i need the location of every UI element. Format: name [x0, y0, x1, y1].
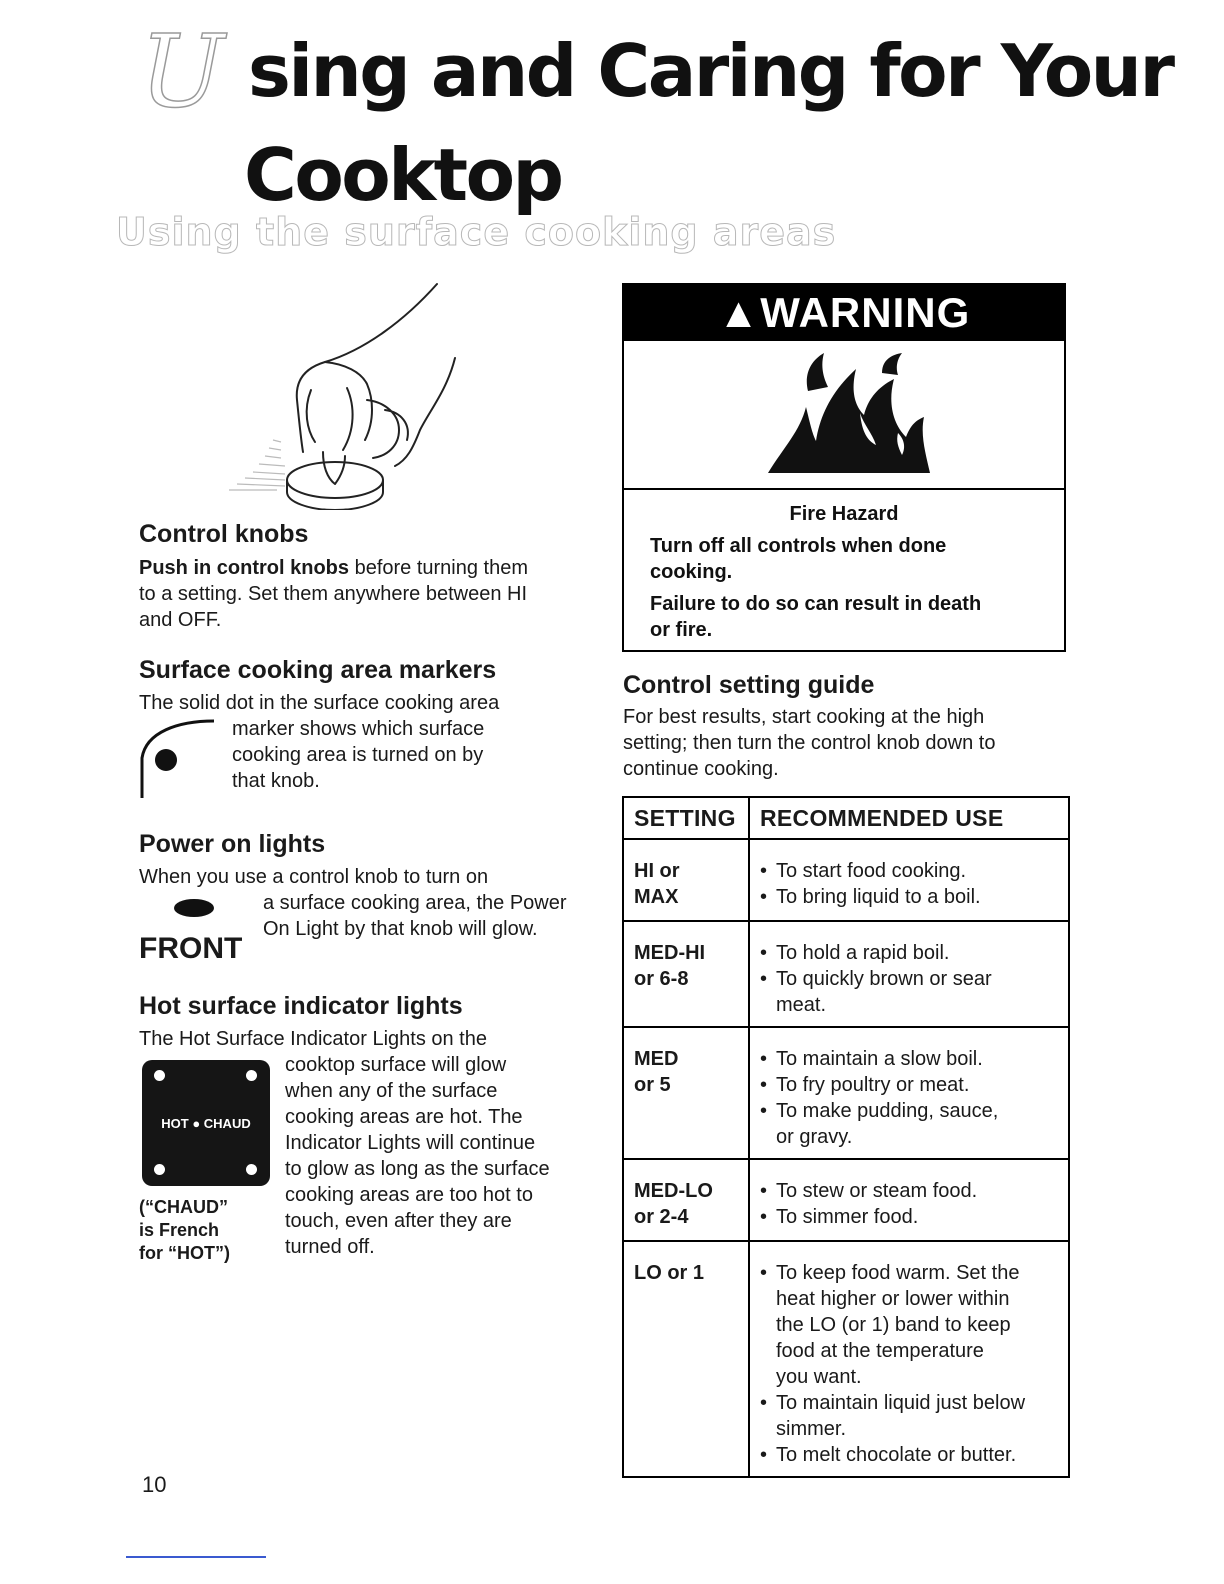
use-item [760, 966, 1062, 1018]
setting-label: or 5 [634, 1074, 671, 1096]
front-label: FRONT [139, 932, 243, 965]
guide-intro-line: For best results, start cooking at the high [623, 706, 985, 728]
bottom-rule [126, 1556, 266, 1558]
hand-turning-knob-icon [215, 280, 465, 510]
hot-surface-heading: Hot surface indicator lights [139, 992, 463, 1020]
markers-text [232, 716, 484, 794]
table-row [623, 1241, 1069, 1477]
title-line-2: Cooktop [244, 133, 562, 217]
use-line: To fry poultry or meat. [776, 1074, 970, 1096]
hot-surface-line: when any of the surface [285, 1080, 498, 1102]
power-lights-text [263, 890, 567, 942]
warning-hazard-title: Fire Hazard [789, 503, 899, 525]
markers-line-1: The solid dot in the surface cooking area [139, 692, 500, 714]
warning-instruction [650, 533, 946, 585]
use-line: you want. [776, 1366, 862, 1388]
setting-label: MAX [634, 886, 679, 908]
markers-line-3: cooking area is turned on by [232, 744, 484, 766]
use-line: To start food cooking. [776, 860, 967, 882]
guide-intro [623, 704, 995, 782]
control-knobs-line-3: and OFF. [139, 609, 222, 631]
guide-intro-line: setting; then turn the control knob down to [623, 732, 996, 754]
hot-surface-indicator-panel [142, 1060, 270, 1186]
use-line: To hold a rapid boil. [776, 942, 950, 964]
warning-line: Failure to do so can result in death [650, 593, 982, 615]
use-item [760, 1098, 1062, 1150]
title-drop-cap: U [140, 13, 225, 130]
setting-label: MED [634, 1048, 679, 1070]
use-item [760, 1072, 1062, 1098]
recommended-use-cell [749, 1027, 1069, 1159]
use-item [760, 884, 1062, 910]
recommended-use-cell [749, 921, 1069, 1027]
warning-line: Turn off all controls when done [650, 535, 947, 557]
use-item [760, 1442, 1062, 1468]
indicator-label: HOT ● CHAUD [161, 1116, 251, 1131]
table-row [623, 1159, 1069, 1241]
table-row [623, 921, 1069, 1027]
hot-surface-line: cooking areas are hot. The [285, 1106, 523, 1128]
setting-column-header: SETTING [623, 797, 749, 839]
use-line: the LO (or 1) band to keep [776, 1314, 1011, 1336]
use-line: To quickly brown or sear [776, 968, 992, 990]
warning-line: or fire. [650, 619, 713, 641]
setting-cell [623, 1241, 749, 1477]
control-knobs-text [139, 555, 599, 633]
title-line-1: sing and Caring for Your [248, 29, 1173, 113]
indicator-dot [154, 1070, 165, 1081]
setting-label: or 2-4 [634, 1206, 689, 1228]
hot-surface-line: touch, even after they are [285, 1210, 512, 1232]
table-row [623, 1027, 1069, 1159]
use-item [760, 1390, 1062, 1442]
use-line: To simmer food. [776, 1206, 919, 1228]
power-light-icon [172, 898, 216, 918]
power-lights-line-3: On Light by that knob will glow. [263, 918, 538, 940]
control-knobs-line-1: before turning them [349, 557, 529, 579]
use-line: food at the temperature [776, 1340, 984, 1362]
indicator-dot [154, 1164, 165, 1175]
setting-label: HI or [634, 860, 680, 882]
use-item [760, 940, 1062, 966]
use-line: simmer. [776, 1418, 846, 1440]
guide-heading: Control setting guide [623, 671, 875, 699]
use-line: or gravy. [776, 1126, 853, 1148]
use-line: meat. [776, 994, 827, 1016]
hot-surface-line: turned off. [285, 1236, 375, 1258]
control-knobs-lead: Push in control knobs [139, 557, 350, 579]
recommended-use-cell [749, 1241, 1069, 1477]
control-setting-table [622, 796, 1070, 1478]
markers-line-2: marker shows which surface [232, 718, 485, 740]
use-item [760, 1204, 1062, 1230]
hot-surface-line: to glow as long as the surface [285, 1158, 550, 1180]
recommended-use-cell [749, 1159, 1069, 1241]
setting-cell [623, 1027, 749, 1159]
control-knobs-heading: Control knobs [139, 520, 309, 548]
use-line: To maintain liquid just below [776, 1392, 1026, 1414]
hot-surface-line-1: The Hot Surface Indicator Lights on the [139, 1028, 487, 1050]
use-line: heat higher or lower within [776, 1288, 1010, 1310]
fire-hazard-icon [764, 351, 934, 476]
setting-cell [623, 839, 749, 921]
warning-triangle-icon: ▲ [717, 289, 761, 336]
page-title [140, 13, 1173, 217]
use-line: To stew or steam food. [776, 1180, 978, 1202]
page-number: 10 [142, 1472, 167, 1497]
warning-consequence [650, 591, 981, 643]
indicator-dot [246, 1070, 257, 1081]
section-subtitle: Using the surface cooking areas [116, 210, 837, 254]
power-lights-heading: Power on lights [139, 830, 326, 858]
table-body [623, 839, 1069, 1477]
use-line: To keep food warm. Set the [776, 1262, 1020, 1284]
use-line: To melt chocolate or butter. [776, 1444, 1017, 1466]
control-knobs-line-2: to a setting. Set them anywhere between HI [139, 583, 527, 605]
warning-line: cooking. [650, 561, 733, 583]
use-item [760, 1046, 1062, 1072]
use-item [760, 1260, 1062, 1390]
hot-surface-line: cooktop surface will glow [285, 1054, 507, 1076]
hot-surface-line: Indicator Lights will continue [285, 1132, 536, 1154]
warning-header [624, 285, 1064, 341]
use-item [760, 1178, 1062, 1204]
setting-label: MED-LO [634, 1180, 713, 1202]
setting-label: LO or 1 [634, 1262, 705, 1284]
power-lights-line-1: When you use a control knob to turn on [139, 866, 489, 888]
hot-surface-line: cooking areas are too hot to [285, 1184, 533, 1206]
use-line: To bring liquid to a boil. [776, 886, 981, 908]
setting-label: or 6-8 [634, 968, 689, 990]
use-item [760, 858, 1062, 884]
setting-cell [623, 1159, 749, 1241]
warning-box [622, 283, 1066, 652]
table-row [623, 839, 1069, 921]
cooking-area-marker-icon [138, 718, 220, 800]
chaud-caption-line: (“CHAUD” [139, 1197, 228, 1217]
use-line: To maintain a slow boil. [776, 1048, 983, 1070]
markers-heading: Surface cooking area markers [139, 656, 497, 684]
guide-intro-line: continue cooking. [623, 758, 779, 780]
table-header-row [623, 797, 1069, 839]
warning-divider [624, 488, 1064, 490]
warning-header-text: WARNING [760, 289, 971, 336]
hot-surface-text [285, 1052, 550, 1260]
recommended-use-column-header: RECOMMENDED USE [749, 797, 1069, 839]
recommended-use-cell [749, 839, 1069, 921]
indicator-dot [246, 1164, 257, 1175]
power-lights-line-2: a surface cooking area, the Power [263, 892, 567, 914]
setting-cell [623, 921, 749, 1027]
chaud-caption-line: for “HOT”) [139, 1243, 230, 1263]
setting-label: MED-HI [634, 942, 706, 964]
chaud-caption [139, 1196, 230, 1265]
markers-line-4: that knob. [232, 770, 320, 792]
chaud-caption-line: is French [139, 1220, 220, 1240]
use-line: To make pudding, sauce, [776, 1100, 999, 1122]
